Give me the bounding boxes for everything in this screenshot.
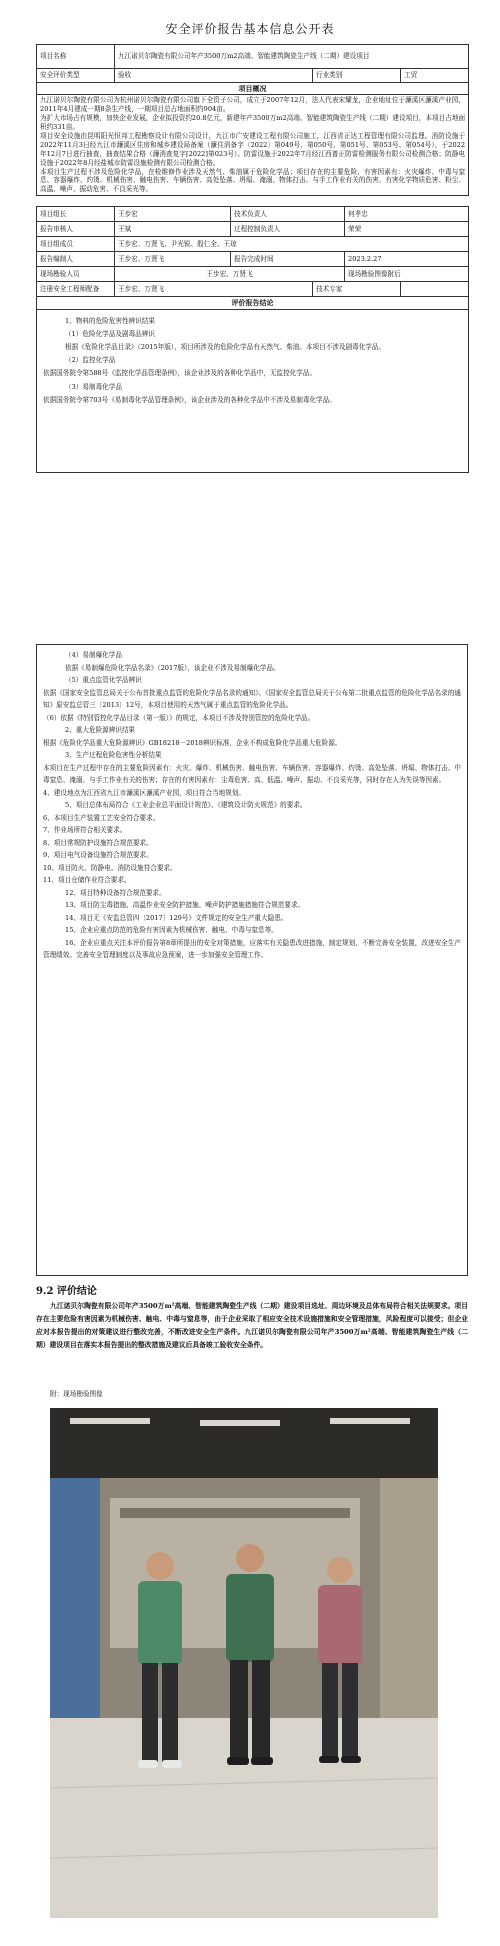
conclusion-line: （4）易制爆化学品 [65, 651, 122, 659]
leader-label: 项目组长 [37, 207, 115, 222]
conclusion-line: 2、重大危险源辨识结果 [65, 726, 136, 735]
engineer-value: 王步宏、万贤飞 [115, 282, 313, 297]
conclusion-line: （2）监控化学品 [65, 356, 116, 365]
spacer-row [37, 196, 469, 207]
conclusion-part1 [37, 309, 469, 472]
writer-label: 报告编制人 [37, 252, 115, 267]
industry-value: 工贸 [401, 69, 469, 83]
members-value: 王步宏、万贤飞、尹光锐、殷仁全、王琼 [115, 237, 469, 252]
project-name-value: 九江诺贝尔陶瓷有限公司年产3500万m2高端、智能建筑陶瓷生产线（二期）建设项目 [115, 45, 469, 69]
ceiling-light [200, 1420, 280, 1426]
finish-label: 报告完成时间 [231, 252, 345, 267]
leader-value: 王步宏 [115, 207, 231, 222]
conclusion-line: 依据《易制爆危险化学品名录》（2017版），该企业不涉及易制爆化学品。 [65, 663, 280, 672]
display-board-header [120, 1508, 350, 1518]
overview-paragraph: 项目安全设施由昆明阳光恒邦工程勘察设计有限公司设计，九江市广安建设工程有限公司施工，江西省正达工程管理有限公司监理。消防设施于2022年11月3日经九江市濂溪区住房和城乡建设局备案（濂住消备字〔2022〕第049号、第050号、第051号、第053号、第054号），于2022年12月7日进行抽查，抽查结果合格（濂消查复字[2022]第023号）。防雷设施于2022年7月经江西普正防雷检测服务有限公司检测合格；防静电设施于2022年8月经盐城市防雷设施检测有限公司检测合格。 [40, 132, 466, 167]
engineer-label: 注册安全工程师配备 [37, 282, 115, 297]
overview-body [37, 95, 469, 196]
conclusion-line: 10、项目防火、防静电、消防设施符合要求。 [43, 863, 177, 872]
site-value: 王步宏、万贤飞 [115, 267, 345, 282]
conclusion-line: 13、项目防尘毒措施、高温作业安全防护措施、噪声防护措施措施符合规范要求。 [65, 901, 305, 910]
site-label: 现场勘验人员 [37, 267, 115, 282]
conclusion-line: 5、项目总体布局符合《工业企业总平面设计规范》、《建筑设计防火规范》的要求。 [65, 801, 307, 810]
site-photo-illustration [50, 1408, 438, 1918]
photo-caption: 附：现场勘验图像 [50, 1390, 103, 1398]
conclusion-line: 12、项目特种设备符合规范要求。 [65, 888, 166, 897]
conclusion-part2 [36, 644, 468, 1276]
conclusion-line: 本项目在生产过程中存在的主要危险因素有：火灾、爆炸、机械伤害、触电伤害、车辆伤害、容器爆炸、灼烫、高处坠落、坍塌、物体打击、中毒窒息、淹溺、与手工作业有关的伤害；存在的有害因素有：尘毒危害、高、低温、噪声、振动、不良采光等，同时存在人为失误等因素。 [43, 763, 461, 785]
conclusion-line: （6）依据《特别管控化学品目录（第一版）》的规定，本项目不涉及特别管控的危险化学品。 [43, 713, 315, 722]
project-name-label: 项目名称 [37, 45, 115, 69]
conclusion-line: 9、项目电气设备设施符合规范要求。 [43, 851, 153, 860]
industry-label: 行业类别 [313, 69, 401, 83]
conclusion-line: 4、建设地点为江西省九江市濂溪区濂溪产业园，项目符合当地规划。 [43, 788, 246, 797]
conclusion-line: 1、物料的危险危害性辨识结果 [65, 316, 155, 325]
conclusion-line: 3、生产过程危险危害性分析结果 [65, 751, 162, 760]
conclusion-line: （3）易制毒化学品 [65, 382, 122, 391]
blue-panel [50, 1478, 100, 1718]
conclusion-line: 16、企业应重点关注本评价报告第8章所提出的安全对策措施，应落实有关隐患改进措施，制定规划，不断完善安全装置，改进安全生产管理绩效。完善安全管理制度以及事故应急预案，进一步加强安全管理工作。 [43, 938, 461, 960]
wall-panel [380, 1478, 438, 1718]
conclusion-line: 7、作业场所符合相关要求。 [43, 826, 127, 835]
section-9-2-heading: 9.2 评价结论 [36, 1286, 97, 1297]
conclusion-line: 11、项目仓储作业符合要求。 [43, 876, 131, 885]
site-inspection-photo [50, 1408, 438, 1918]
eval-type-value: 验收 [115, 69, 313, 83]
section-9-2-text: 九江诺贝尔陶瓷有限公司年产3500万m²高端、智能建筑陶瓷生产线（二期）建设项目选址、周边环境及总体布局符合相关法规要求。项目存在主要危险有害因素为机械伤害、触电、中毒与窒息等，由于企业采取了相应安全技术设施措施和安全管理措施，风险程度可以接受；但企业应对本报告提出的对策建议进行整改完善，不断改进安全生产条件。九江诺贝尔陶瓷有限公司年产3500万m²高端、智能建筑陶瓷生产线（二期）建设项目在落实本报告提出的整改措施及建议后具备竣工验收安全条件。 [36, 1302, 468, 1349]
tech-lead-label: 技术负责人 [231, 207, 345, 222]
expert-value [401, 282, 469, 297]
conclusion-line: 15、企业应重点防范的危险有害因素为机械伤害、触电、中毒与窒息等。 [65, 926, 278, 935]
conclusion-heading: 评价报告结论 [37, 297, 469, 309]
auditor-value: 王斌 [115, 222, 231, 237]
overview-paragraph: 本项目生产过程不涉及危险化学品，在检维修作业涉及天然气、柴油属于危险化学品；项目存在的主要危险、有害因素有：火灾爆炸、中毒与窒息、容器爆炸、灼烫、机械伤害、触电伤害、车辆伤害、高处坠落、坍塌、淹溺、物体打击、与手工作业有关的伤害、有害化学物质危害、粉尘、高温、噪声、振动危害、不良采光等。 [40, 167, 466, 194]
ceiling-light [70, 1418, 150, 1424]
overview-paragraph: 九江诺贝尔陶瓷有限公司为杭州诺贝尔陶瓷有限公司旗下全资子公司，成立于2007年12月，法人代表宋耀龙，企业地址位于濂溪区濂溪产业园，2011年4月建成一期8条生产线，一期项目总占地面积约904亩。 [40, 96, 466, 114]
conclusion-line: 14、项目无《安监总管四〔2017〕129号》文件规定的安全生产重大隐患。 [65, 913, 288, 922]
info-table [36, 44, 469, 473]
finish-value: 2023.2.27 [345, 252, 469, 267]
process-lead-label: 过程控制负责人 [231, 222, 345, 237]
conclusion-line: 依据《国家安全监管总局关于公布首批重点监管的危险化学品名录的通知》、《国家安全监管总局关于公布第二批重点监管的危险化学品名录的通知》原安监总管三〔2013〕12号，本项目使用的天然气属于重点监管的危险化学品。 [43, 688, 461, 710]
expert-label: 技术专家 [313, 282, 401, 297]
process-lead-value: 荣荣 [345, 222, 469, 237]
conclusion-line: 6、本项目生产装置工艺安全符合要求。 [43, 813, 160, 822]
overview-paragraph: 为扩大市场占有规模，加快企业发展，企业拟投资约20.8亿元，新建年产3500万m2高端、智能建筑陶瓷生产线（二期）建设项目，本项目占地面积约331亩。 [40, 114, 466, 132]
eval-type-label: 安全评价类型 [37, 69, 115, 83]
writer-value: 王步宏、万贤飞 [115, 252, 231, 267]
page-title: 安全评价报告基本信息公开表 [165, 22, 335, 36]
ceiling-light [330, 1418, 410, 1424]
auditor-label: 报告审核人 [37, 222, 115, 237]
members-label: 项目组成员 [37, 237, 115, 252]
conclusion-line: 根据《危险化学品目录》（2015年版），项目所涉及的危险化学品有天然气、柴油。本项目不涉及剧毒化学品。 [65, 343, 386, 352]
conclusion-line: 8、项目常规防护设施符合规范要求。 [43, 838, 153, 847]
conclusion-line: （1）危险化学品及剧毒品辨识 [65, 329, 155, 338]
overview-heading: 项目概况 [37, 83, 469, 95]
site-photo-label: 现场勘验图像附后 [345, 267, 469, 282]
conclusion-line: （5）重点监管化学品辨识 [65, 676, 142, 685]
conclusion-line: 依据国务院令第588号《监控化学品管理条例》，该企业涉及的各种化学品中，无监控化学品。 [43, 369, 317, 378]
tech-lead-value: 何孝忠 [345, 207, 469, 222]
conclusion-line: 根据《危险化学品重大危险源辨识》GB18218－2018辨识标准，企业不构成危险化学品重大危险源。 [43, 738, 342, 747]
conclusion-line: 依据国务院令第703号《易制毒化学品管理条例》，该企业涉及的各种化学品中不涉及易制毒化学品。 [43, 395, 336, 404]
